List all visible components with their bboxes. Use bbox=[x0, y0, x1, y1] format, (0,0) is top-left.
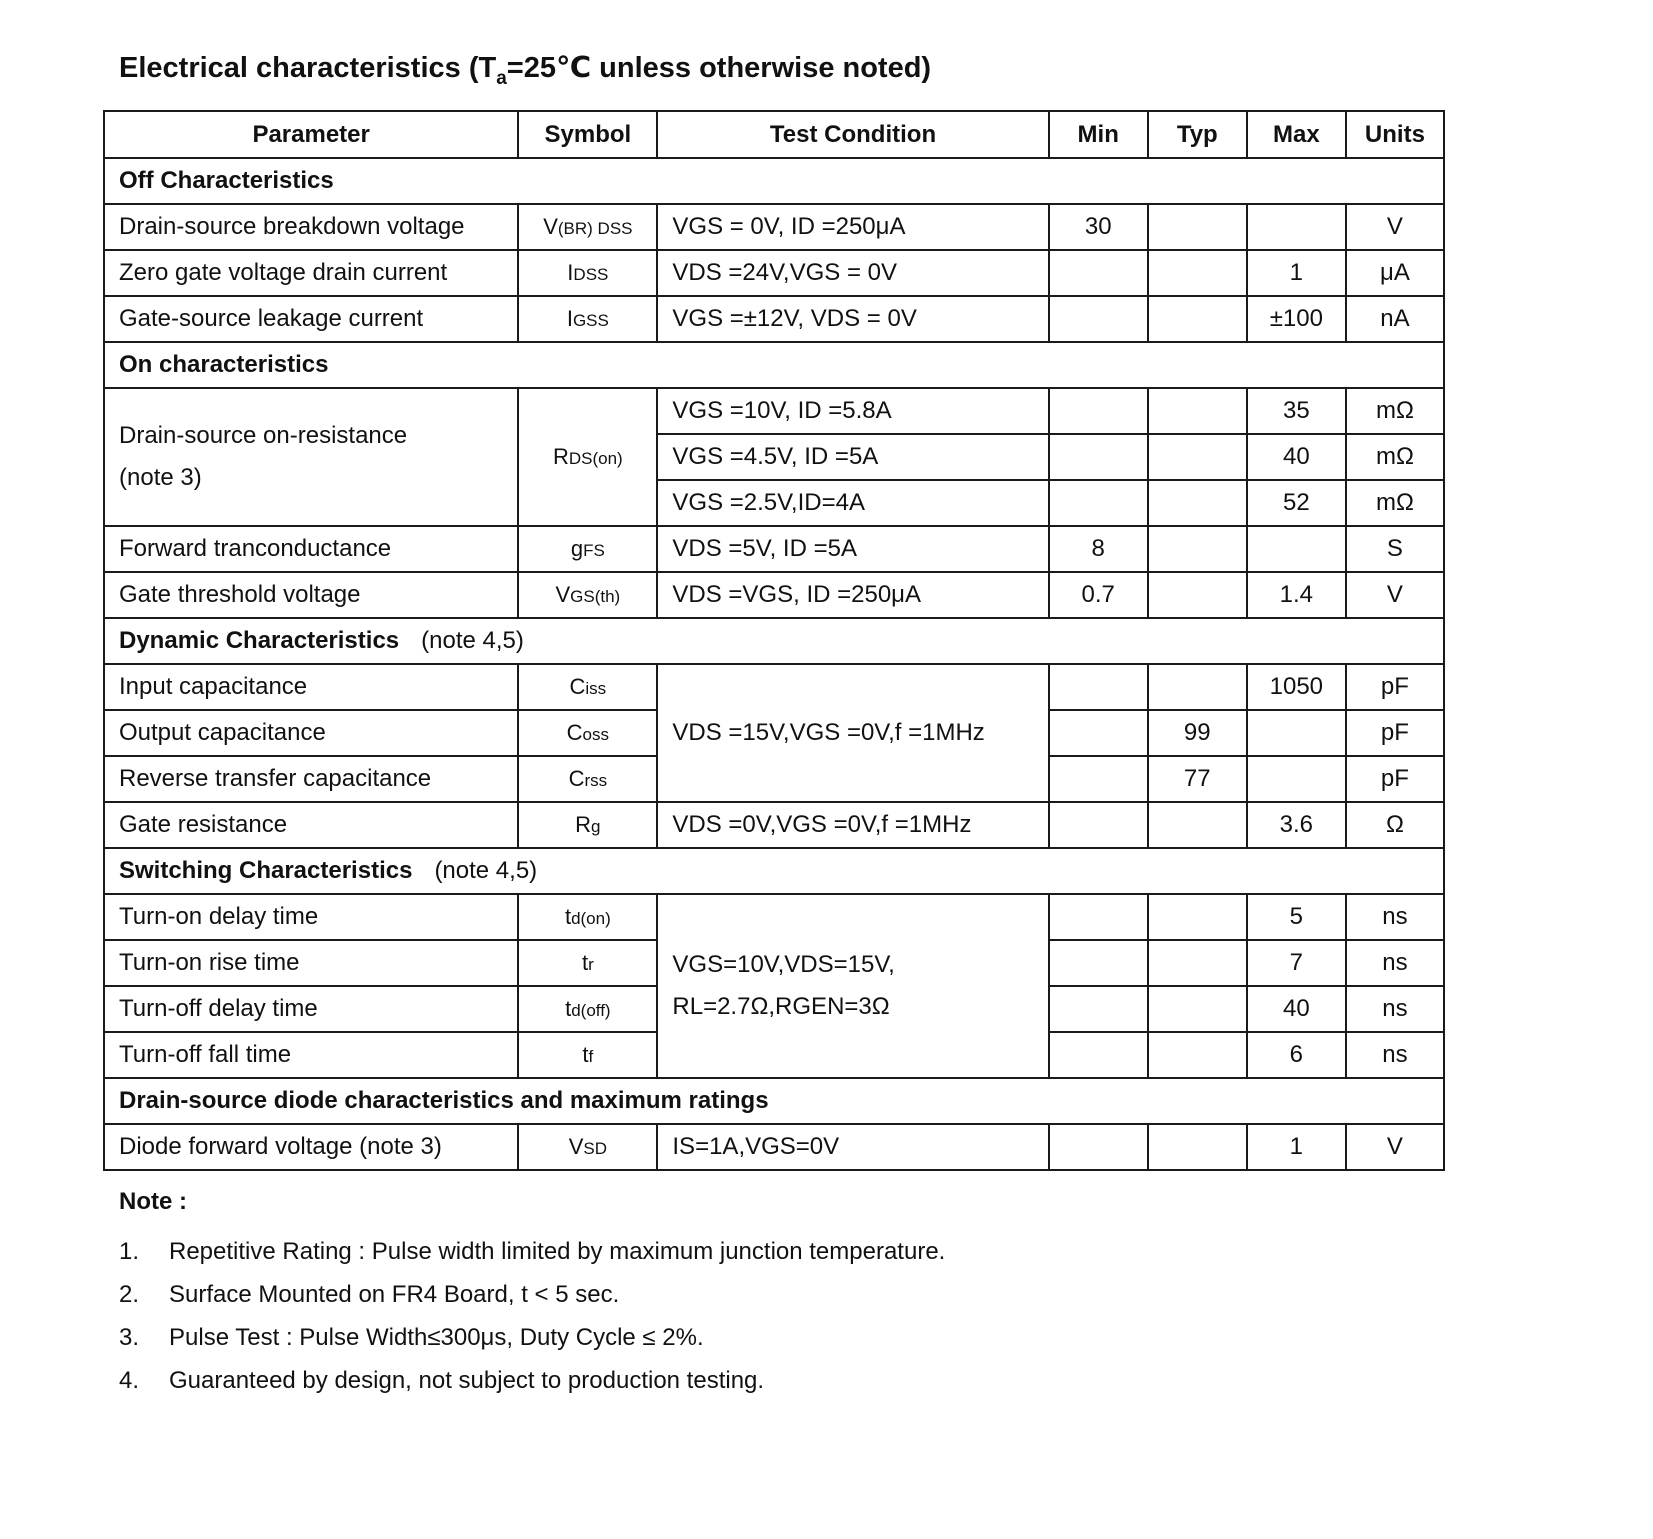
typ-cell bbox=[1148, 250, 1247, 296]
condition-cell: VDS =0V,VGS =0V,f =1MHz bbox=[657, 802, 1048, 848]
max-cell: 52 bbox=[1247, 480, 1346, 526]
section-title: Drain-source diode characteristics and maximum ratings bbox=[104, 1078, 1444, 1124]
header-test-condition: Test Condition bbox=[657, 111, 1048, 158]
param-cell: Turn-on rise time bbox=[104, 940, 518, 986]
section-title: On characteristics bbox=[104, 342, 1444, 388]
max-cell: 40 bbox=[1247, 986, 1346, 1032]
unit-cell: ns bbox=[1346, 1032, 1444, 1078]
param-cell: Drain-source on-resistance (note 3) bbox=[104, 388, 518, 526]
typ-cell: 77 bbox=[1148, 756, 1247, 802]
max-cell: ±100 bbox=[1247, 296, 1346, 342]
notes-list bbox=[119, 1230, 945, 1402]
symbol-cell: VSD bbox=[518, 1124, 657, 1170]
section-diode bbox=[104, 1078, 1444, 1124]
max-cell: 7 bbox=[1247, 940, 1346, 986]
table-row bbox=[104, 296, 1444, 342]
condition-cell: IS=1A,VGS=0V bbox=[657, 1124, 1048, 1170]
typ-cell bbox=[1148, 526, 1247, 572]
section-off bbox=[104, 158, 1444, 204]
param-cell: Turn-on delay time bbox=[104, 894, 518, 940]
typ-cell bbox=[1148, 480, 1247, 526]
section-note: (note 4,5) bbox=[421, 627, 524, 654]
typ-cell bbox=[1148, 296, 1247, 342]
condition-cell: VDS =5V, ID =5A bbox=[657, 526, 1048, 572]
min-cell bbox=[1049, 388, 1148, 434]
param-cell: Output capacitance bbox=[104, 710, 518, 756]
table-row bbox=[104, 250, 1444, 296]
typ-cell bbox=[1148, 802, 1247, 848]
min-cell bbox=[1049, 940, 1148, 986]
typ-cell bbox=[1148, 434, 1247, 480]
symbol-cell: IGSS bbox=[518, 296, 657, 342]
symbol-cell: tf bbox=[518, 1032, 657, 1078]
unit-cell: pF bbox=[1346, 756, 1444, 802]
min-cell: 8 bbox=[1049, 526, 1148, 572]
min-cell bbox=[1049, 802, 1148, 848]
symbol-cell: tr bbox=[518, 940, 657, 986]
symbol-cell: V(BR) DSS bbox=[518, 204, 657, 250]
max-cell: 1.4 bbox=[1247, 572, 1346, 618]
param-cell: Forward tranconductance bbox=[104, 526, 518, 572]
max-cell: 1 bbox=[1247, 250, 1346, 296]
symbol-cell: Coss bbox=[518, 710, 657, 756]
param-cell: Input capacitance bbox=[104, 664, 518, 710]
unit-cell: mΩ bbox=[1346, 434, 1444, 480]
min-cell bbox=[1049, 986, 1148, 1032]
min-cell bbox=[1049, 756, 1148, 802]
min-cell bbox=[1049, 664, 1148, 710]
unit-cell: V bbox=[1346, 572, 1444, 618]
unit-cell: pF bbox=[1346, 710, 1444, 756]
max-cell: 1 bbox=[1247, 1124, 1346, 1170]
unit-cell: V bbox=[1346, 1124, 1444, 1170]
typ-cell bbox=[1148, 204, 1247, 250]
list-item: 1. Repetitive Rating : Pulse width limited by maximum junction temperature. bbox=[119, 1238, 946, 1265]
condition-cell: VGS =4.5V, ID =5A bbox=[657, 434, 1048, 480]
condition-cell: VDS =24V,VGS = 0V bbox=[657, 250, 1048, 296]
page-title: Electrical characteristics ($T_a=25℃$ unless otherwise noted) bbox=[119, 52, 932, 89]
unit-cell: S bbox=[1346, 526, 1444, 572]
symbol-cell: td(on) bbox=[518, 894, 657, 940]
typ-cell bbox=[1148, 986, 1247, 1032]
param-cell: Gate-source leakage current bbox=[104, 296, 518, 342]
header-symbol: Symbol bbox=[518, 111, 657, 158]
table-row bbox=[104, 664, 1444, 710]
section-dynamic bbox=[104, 618, 1444, 664]
min-cell: 30 bbox=[1049, 204, 1148, 250]
table-row bbox=[104, 894, 1444, 940]
table-header-row bbox=[104, 111, 1444, 158]
table-row bbox=[104, 802, 1444, 848]
min-cell bbox=[1049, 1124, 1148, 1170]
param-cell: Zero gate voltage drain current bbox=[104, 250, 518, 296]
unit-cell: Ω bbox=[1346, 802, 1444, 848]
condition-cell: VGS = 0V, ID =250μA bbox=[657, 204, 1048, 250]
max-cell bbox=[1247, 756, 1346, 802]
unit-cell: μA bbox=[1346, 250, 1444, 296]
unit-cell: ns bbox=[1346, 894, 1444, 940]
symbol-cell: Crss bbox=[518, 756, 657, 802]
max-cell: 3.6 bbox=[1247, 802, 1346, 848]
unit-cell: pF bbox=[1346, 664, 1444, 710]
table-row bbox=[104, 204, 1444, 250]
typ-cell bbox=[1148, 572, 1247, 618]
symbol-cell: gFS bbox=[518, 526, 657, 572]
header-typ: Typ bbox=[1148, 111, 1247, 158]
condition-cell: VGS =2.5V,ID=4A bbox=[657, 480, 1048, 526]
typ-cell bbox=[1148, 664, 1247, 710]
table-row bbox=[104, 572, 1444, 618]
min-cell bbox=[1049, 894, 1148, 940]
notes-section bbox=[119, 1188, 945, 1402]
condition-cell: VGS=10V,VDS=15V, RL=2.7Ω,RGEN=3Ω bbox=[657, 894, 1048, 1078]
list-item: 3. Pulse Test : Pulse Width≤300μs, Duty Cycle ≤ 2%. bbox=[119, 1324, 704, 1351]
symbol-cell: IDSS bbox=[518, 250, 657, 296]
param-cell: Drain-source breakdown voltage bbox=[104, 204, 518, 250]
typ-cell bbox=[1148, 388, 1247, 434]
min-cell bbox=[1049, 296, 1148, 342]
min-cell bbox=[1049, 480, 1148, 526]
condition-cell: VGS =±12V, VDS = 0V bbox=[657, 296, 1048, 342]
max-cell: 40 bbox=[1247, 434, 1346, 480]
param-cell: Reverse transfer capacitance bbox=[104, 756, 518, 802]
section-switching bbox=[104, 848, 1444, 894]
typ-cell bbox=[1148, 1124, 1247, 1170]
max-cell: 35 bbox=[1247, 388, 1346, 434]
min-cell bbox=[1049, 1032, 1148, 1078]
symbol-cell: Rg bbox=[518, 802, 657, 848]
notes-heading: Note : bbox=[119, 1188, 187, 1215]
param-cell: Diode forward voltage (note 3) bbox=[104, 1124, 518, 1170]
table-row bbox=[104, 1124, 1444, 1170]
param-cell: Gate threshold voltage bbox=[104, 572, 518, 618]
typ-cell bbox=[1148, 894, 1247, 940]
condition-cell: VGS =10V, ID =5.8A bbox=[657, 388, 1048, 434]
typ-cell: 99 bbox=[1148, 710, 1247, 756]
list-item: 2. Surface Mounted on FR4 Board, t < 5 sec. bbox=[119, 1281, 620, 1308]
min-cell bbox=[1049, 434, 1148, 480]
header-min: Min bbox=[1049, 111, 1148, 158]
max-cell: 6 bbox=[1247, 1032, 1346, 1078]
min-cell bbox=[1049, 250, 1148, 296]
param-cell: Turn-off delay time bbox=[104, 986, 518, 1032]
min-cell: 0.7 bbox=[1049, 572, 1148, 618]
max-cell bbox=[1247, 204, 1346, 250]
symbol-cell: VGS(th) bbox=[518, 572, 657, 618]
param-cell: Turn-off fall time bbox=[104, 1032, 518, 1078]
min-cell bbox=[1049, 710, 1148, 756]
unit-cell: mΩ bbox=[1346, 388, 1444, 434]
section-title: Switching Characteristics (note 4,5) bbox=[104, 848, 1444, 894]
electrical-characteristics-table bbox=[103, 110, 1445, 1171]
condition-cell: VDS =15V,VGS =0V,f =1MHz bbox=[657, 664, 1048, 802]
symbol-cell: Ciss bbox=[518, 664, 657, 710]
section-on bbox=[104, 342, 1444, 388]
header-units: Units bbox=[1346, 111, 1444, 158]
symbol-cell: td(off) bbox=[518, 986, 657, 1032]
unit-cell: mΩ bbox=[1346, 480, 1444, 526]
max-cell bbox=[1247, 710, 1346, 756]
header-parameter: Parameter bbox=[104, 111, 518, 158]
section-note: (note 4,5) bbox=[434, 857, 538, 884]
list-item: 4. Guaranteed by design, not subject to production testing. bbox=[119, 1367, 765, 1394]
condition-cell: VDS =VGS, ID =250μA bbox=[657, 572, 1048, 618]
param-cell: Gate resistance bbox=[104, 802, 518, 848]
unit-cell: V bbox=[1346, 204, 1444, 250]
max-cell bbox=[1247, 526, 1346, 572]
table-row bbox=[104, 388, 1444, 434]
section-title: Off Characteristics bbox=[104, 158, 1444, 204]
typ-cell bbox=[1148, 940, 1247, 986]
symbol-cell: RDS(on) bbox=[518, 388, 657, 526]
unit-cell: nA bbox=[1346, 296, 1444, 342]
unit-cell: ns bbox=[1346, 986, 1444, 1032]
max-cell: 1050 bbox=[1247, 664, 1346, 710]
section-title: Dynamic Characteristics (note 4,5) bbox=[104, 618, 1444, 664]
unit-cell: ns bbox=[1346, 940, 1444, 986]
header-max: Max bbox=[1247, 111, 1346, 158]
table-row bbox=[104, 526, 1444, 572]
max-cell: 5 bbox=[1247, 894, 1346, 940]
typ-cell bbox=[1148, 1032, 1247, 1078]
